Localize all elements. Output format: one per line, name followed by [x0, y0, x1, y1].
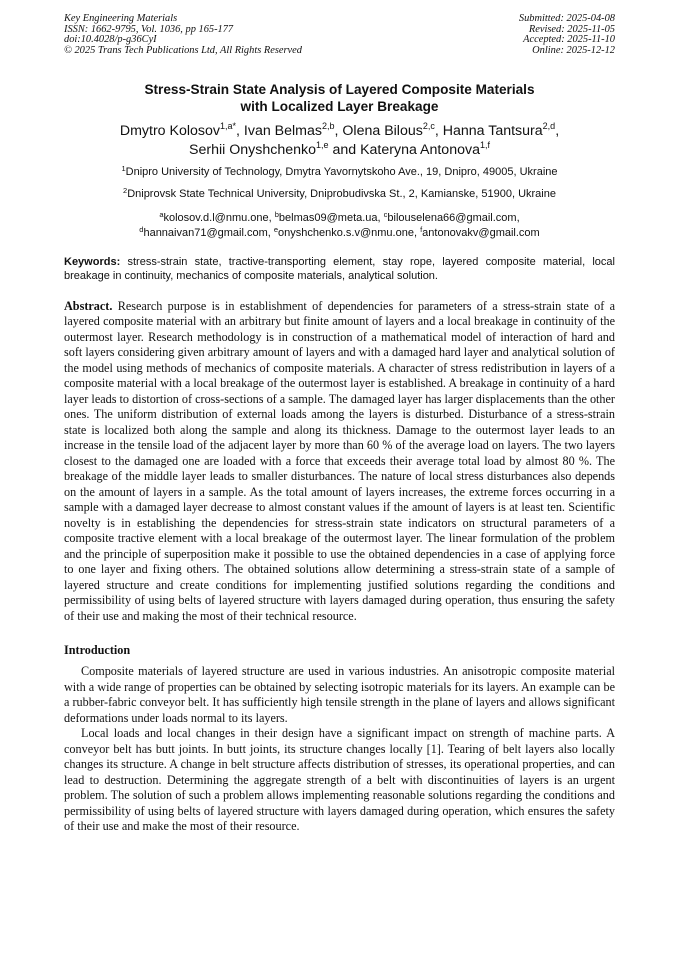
journal-issn: ISSN: 1662-9795, Vol. 1036, pp 165-177	[64, 23, 234, 35]
body-paragraph: Local loads and local changes in their design have a significant impact on strength of machine parts. A conveyor belt has butt joints. In butt joints, its structure changes locally [1]. Tearing of belt layers also locally changes its structure. A change in belt structure affects distribution of stresses, its operational properties, and can lead to destruction. Determining the aggregate strength of a belt with discontinuities of layers is an urgent problem. The solution of such a problem allows implementing reasonable solutions regarding the conditions and permissibility of using belts of layered structure with layers damaged during operation, which ensures the safety of their use and make the most of their resource.	[64, 726, 615, 834]
author: Serhii Onyshchenko$^{1,e}$ and	[189, 140, 361, 159]
email-link[interactable]: belmas09@meta.ua,	[278, 212, 384, 225]
email-link[interactable]: onyshchenko.s.v@nmu.one,	[278, 227, 421, 240]
author-emails: $^a$kolosov.d.l@nmu.one, $^b$belmas09@meta.ua, $^c$bilouselena66@gmail.com, $^d$hannaivan71@gmail.com, $^e$onyshchenko.s.v@nmu.one, $^f$antonovakv@gmail.com	[139, 210, 540, 240]
body-paragraph: Composite materials of layered structure are used in various industries. An anisotropic composite material with a wide range of properties can be obtained by selecting isotropic materials for its layers. An example can be a rubber-fabric conveyor belt. It has sufficiently high tensile strength in the plane of layers and allows significant deformations under loads normal to its layers.	[64, 664, 615, 725]
journal-header	[64, 14, 615, 56]
affiliation-1: $^1$Dnipro University of Technology, Dmytra Yavornytskoho Ave., 19, Dnipro, 49005, Ukraine	[121, 164, 558, 179]
paper-page	[64, 14, 615, 835]
author: Kateryna Antonova$^{1,f}$	[360, 140, 490, 159]
author: Dmytro Kolosov$^{1,a*}$,	[119, 121, 244, 140]
journal-name: Key Engineering Materials	[64, 13, 178, 24]
email-link[interactable]: antonovakv@gmail.com	[422, 227, 540, 240]
keywords-label: Keywords:	[64, 256, 121, 269]
journal-info	[64, 14, 302, 56]
author-list	[64, 122, 615, 160]
email-link[interactable]: hannaivan71@gmail.com,	[143, 227, 274, 240]
email-link[interactable]: kolosov.d.l@nmu.one,	[163, 212, 275, 225]
submission-dates	[519, 14, 615, 56]
abstract	[64, 299, 615, 625]
email-link[interactable]: bilouselena66@gmail.com,	[387, 212, 520, 225]
date-online: Online: 2025-12-12	[532, 44, 615, 56]
author: Olena Bilous$^{2,c}$,	[342, 121, 443, 140]
journal-copyright: © 2025 Trans Tech Publications Ltd, All Rights Reserved	[64, 44, 302, 56]
keywords-text: stress-strain state, tractive-transporting element, stay rope, layered composite material, local breakage in continuity, mechanics of composite materials, analytical solution.	[64, 256, 615, 282]
author: Ivan Belmas$^{2,b}$,	[243, 121, 343, 140]
keywords	[64, 256, 615, 283]
date-accepted: Accepted: 2025-11-10	[523, 34, 615, 46]
abstract-label: Abstract.	[64, 298, 113, 313]
journal-doi: doi:10.4028/p-g36CyI	[64, 34, 157, 46]
title-line-2: with Localized Layer Breakage	[240, 98, 439, 114]
section-heading-introduction: Introduction	[64, 643, 131, 658]
date-submitted: Submitted: 2025-04-08	[518, 13, 615, 24]
title-line-1: Stress-Strain State Analysis of Layered Composite Materials	[144, 82, 535, 98]
affiliation-2: $^2$Dniprovsk State Technical University, Dniprobudivska St., 2, Kamianske, 51900, Ukraine	[123, 186, 556, 201]
date-revised: Revised: 2025-11-05	[528, 23, 615, 35]
author: Hanna Tantsura$^{2,d}$,	[442, 121, 560, 140]
abstract-text: Research purpose is in establishment of dependencies for parameters of a stress-strain state of a layered composite material with an arbitrary but finite amount of layers and a local breakage in continuity of the outermost layer. Research methodology is in construction of a mathematical model of interaction of hard and soft layers considering given arbitrary amount of layers and with a damaged hard layer and analytical solution of the model using methods of mechanics of composite materials. A character of stress redistribution in layers of a composite material with a local breakage of the outermost layer is established. A breakage in continuity of a hard layer leads to distortion of cross-sections of a sample. The damaged layer has larger displacements than the other ones. The uniform distribution of external loads among the layers is disturbed. Disturbance of a stress-strain state is localized both along the sample and along its thickness. Damage to the outermost layer leads to an increase in the tensile load of the adjacent layer by more than 60 % of the average load on layers. The two layers closest to the damaged one are loaded with a force that exceeds their average total load by almost 80 %. The breakage of the middle layer leads to smaller disturbances. The nature of local stress disturbances also depends on the amount of layers in a sample. As the total amount of layers increases, the extreme forces occurring in a sample with a damaged layer decrease to almost constant values if the amount of layers is at least ten. Scientific novelty is in establishing the dependencies for stress-strain state indicators on structural parameters of a composite tractive element with a local breakage of the outermost layer. The linear formulation of the problem and the principle of superposition make it possible to use the obtained dependencies in a case of applying force to one layer and fixing others. The obtained solutions allow determining a stress-strain state of a sample of layered structure and create conditions for implementing justified solutions regarding the conditions and permissibility of using belts of layered structure with layers damaged during operation, thus ensuring the safety of their use and making the most of their technical resource.	[64, 298, 615, 623]
paper-title	[64, 82, 615, 115]
